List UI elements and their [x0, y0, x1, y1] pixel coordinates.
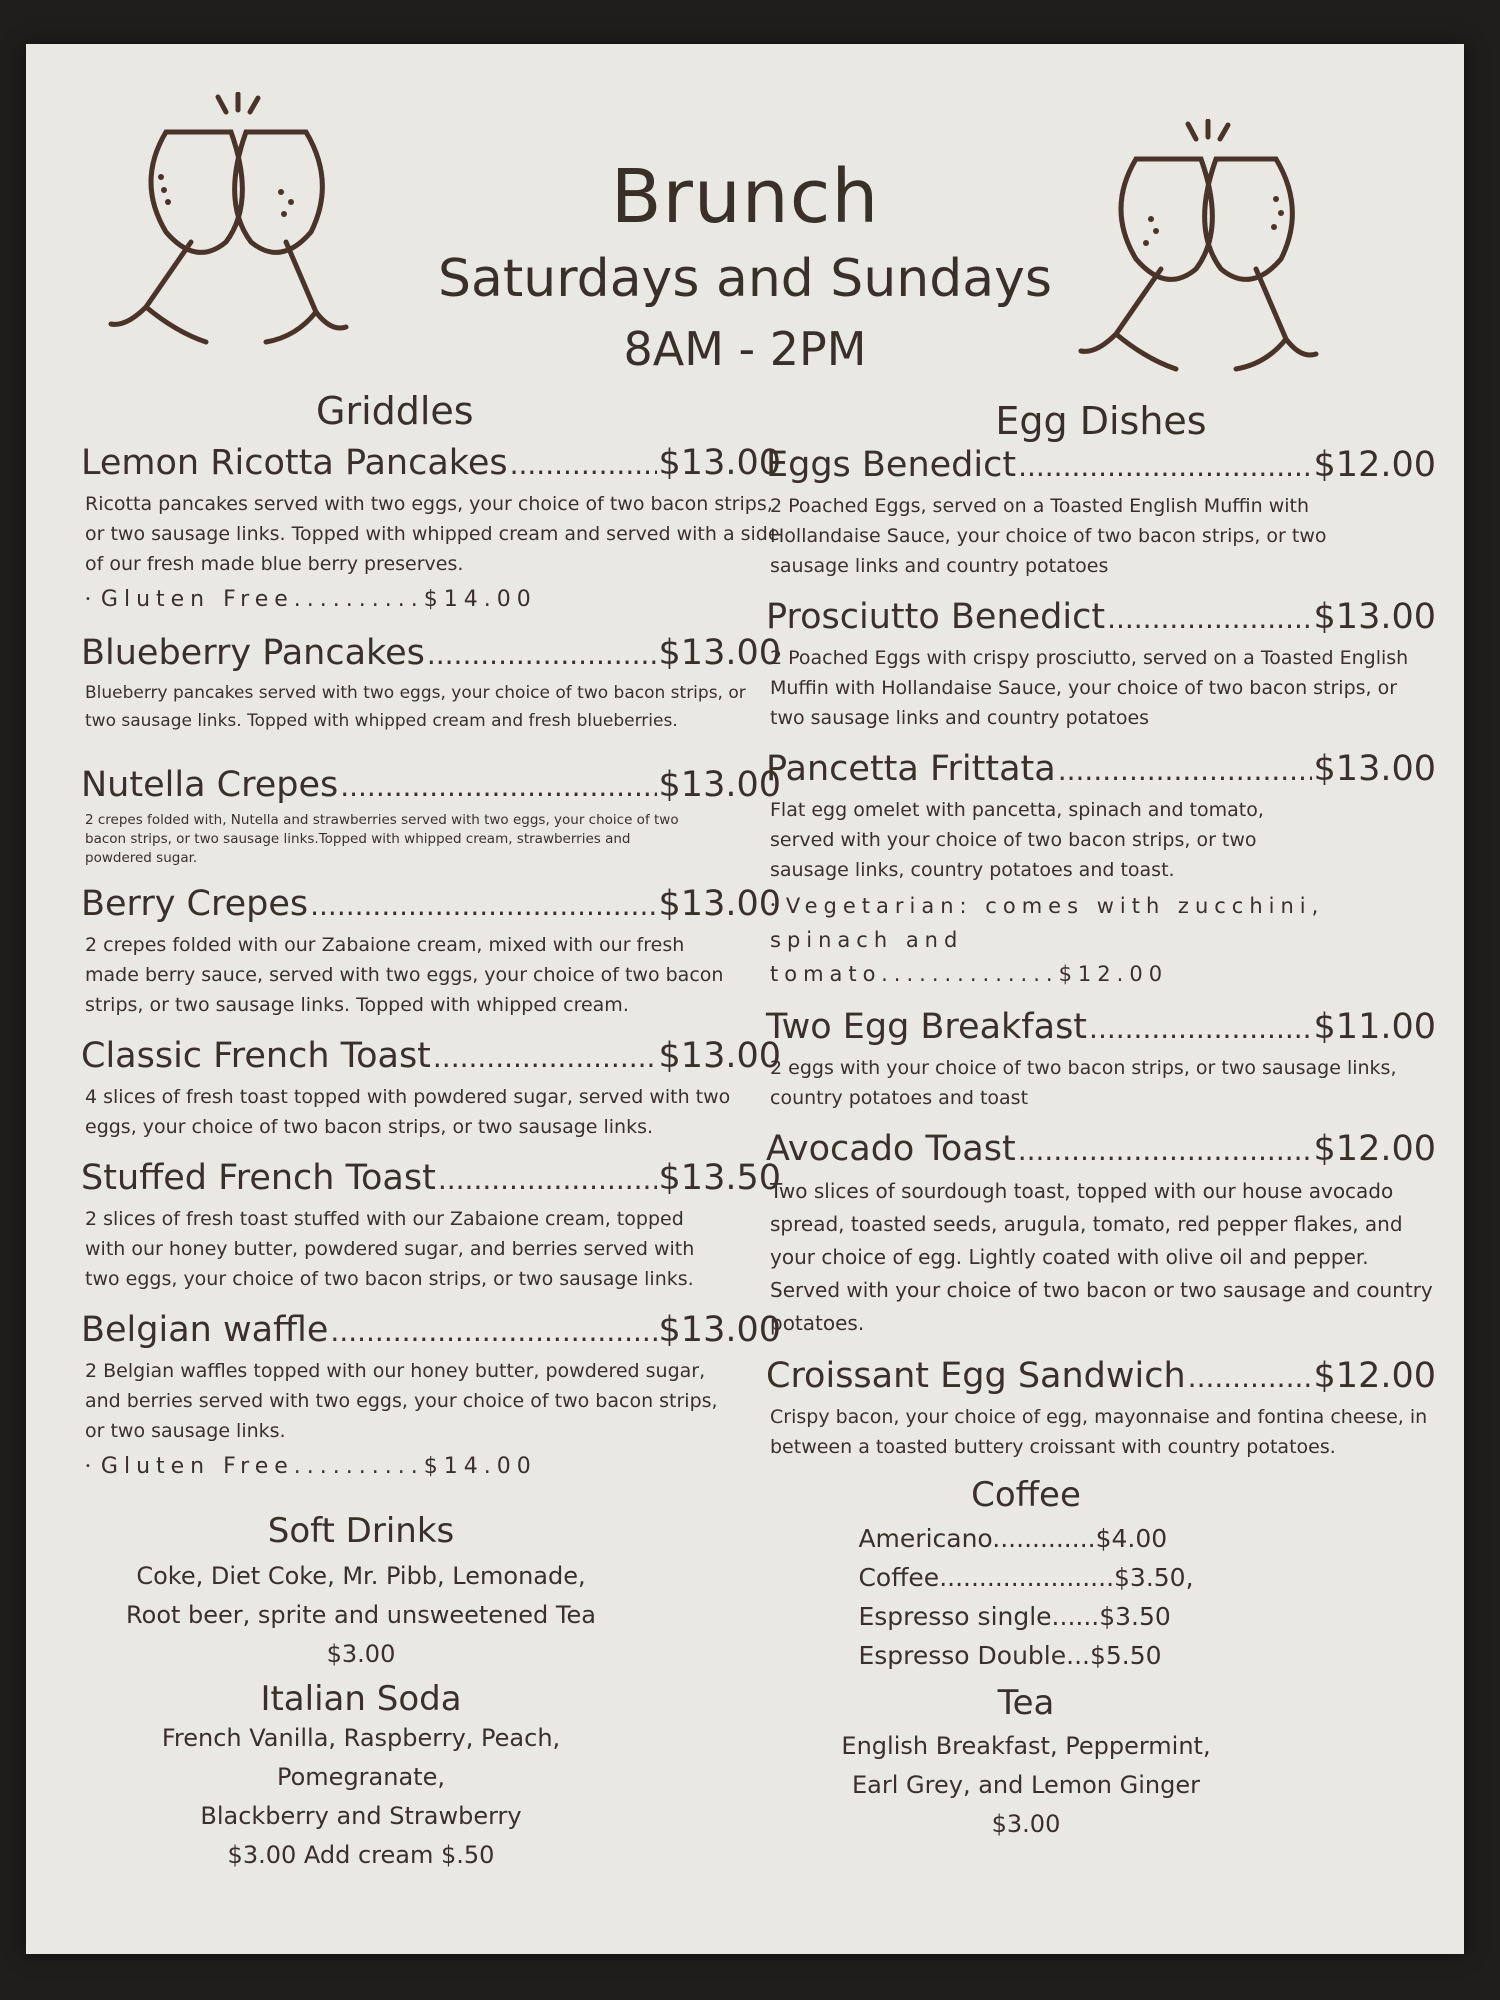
item-description: 2 Belgian waffles topped with our honey butter, powdered sugar, and berries served with two eggs, your choice of two bacon strips, or two sausage links.	[85, 1360, 718, 1442]
menu-header	[26, 44, 1464, 404]
item-name: Two Egg Breakfast	[766, 1007, 1088, 1047]
menu-item-two-egg-breakfast	[766, 1005, 1436, 1113]
item-name: Nutella Crepes	[81, 765, 339, 805]
italian-soda-section	[81, 1680, 641, 1875]
griddles-section-title: Griddles	[316, 389, 474, 433]
page-title: Brunch	[610, 154, 880, 240]
item-description: Blueberry pancakes served with two eggs, your choice of two bacon strips, or two sausage links. Topped with whipped cream and fresh blueberries.	[85, 683, 746, 731]
item-description: 2 Poached Eggs with crispy prosciutto, served on a Toasted English Muffin with Hollandaise Sauce, your choice of two bacon strips, or two sausage links and country potatoes	[770, 647, 1409, 729]
item-description: Flat egg omelet with pancetta, spinach and tomato, served with your choice of two bacon strips, or two sausage links, country potatoes and toast.	[770, 799, 1264, 881]
tea-line: Earl Grey, and Lemon Ginger	[852, 1771, 1200, 1799]
item-price: $12.00	[1313, 1356, 1436, 1396]
item-description: 2 eggs with your choice of two bacon strips, or two sausage links, country potatoes and toast	[770, 1057, 1397, 1109]
menu-item-berry-crepes	[81, 882, 781, 1020]
page-subtitle: Saturdays and Sundays	[438, 249, 1052, 309]
menu-item-pancetta-frittata	[766, 747, 1436, 991]
egg-dishes-column	[766, 389, 1436, 1844]
italian-soda-price: $3.00 Add cream $.50	[227, 1841, 495, 1869]
item-name: Prosciutto Benedict	[766, 597, 1106, 637]
item-price: $13.00	[658, 1036, 781, 1076]
item-description: 2 Poached Eggs, served on a Toasted English Muffin with Hollandaise Sauce, your choice of two bacon strips, or two sausage links and country potatoes	[770, 495, 1327, 577]
menu-item-avocado-toast	[766, 1127, 1436, 1340]
item-note: • Gluten Free..........$14.00	[85, 1450, 781, 1484]
italian-soda-title: Italian Soda	[260, 1679, 462, 1719]
item-price: $13.00	[1313, 749, 1436, 789]
item-price: $13.00	[658, 765, 781, 805]
menu-item-belgian-waffle	[81, 1308, 781, 1484]
item-description: 2 crepes folded with our Zabaione cream, mixed with our fresh made berry sauce, served with two eggs, your choice of two bacon strips, or two sausage links. Topped with whipped cream.	[85, 934, 724, 1016]
coffee-item: Americano.............$4.00	[858, 1524, 1168, 1553]
egg-dishes-section-title: Egg Dishes	[995, 399, 1207, 443]
menu-item-eggs-benedict	[766, 443, 1436, 581]
item-description: Ricotta pancakes served with two eggs, your choice of two bacon strips, or two sausage links. Topped with whipped cream and served with a side of our fresh made blue berry preserves.	[85, 493, 780, 575]
hours-text: 8AM - 2PM	[623, 322, 867, 376]
soft-drinks-section	[81, 1512, 641, 1674]
wine-glasses-cheers-icon	[1076, 119, 1346, 379]
griddles-column	[81, 389, 781, 1875]
item-note: • Vegetarian: comes with zucchini, spinach and tomato..............$12.00	[770, 889, 1370, 991]
menu-page	[26, 44, 1464, 1954]
item-name: Belgian waffle	[81, 1310, 329, 1350]
menu-item-nutella-crepes	[81, 763, 781, 868]
soft-drinks-price: $3.00	[326, 1640, 396, 1668]
item-price: $13.00	[1313, 597, 1436, 637]
italian-soda-line: French Vanilla, Raspberry, Peach, Pomegranate,	[161, 1724, 561, 1791]
item-description: Crispy bacon, your choice of egg, mayonnaise and fontina cheese, in between a toasted buttery croissant with country potatoes.	[770, 1406, 1428, 1458]
soft-drinks-title: Soft Drinks	[267, 1511, 455, 1551]
item-price: $12.00	[1313, 1129, 1436, 1169]
item-description: Two slices of sourdough toast, topped with our house avocado spread, toasted seeds, arugula, tomato, red pepper flakes, and your choice of egg. Lightly coated with olive oil and pepper. Served with your choice of two bacon or two sausage and country potatoes.	[770, 1179, 1433, 1335]
tea-line: English Breakfast, Peppermint,	[841, 1732, 1211, 1760]
item-price: $11.00	[1313, 1007, 1436, 1047]
item-description: 2 slices of fresh toast stuffed with our Zabaione cream, topped with our honey butter, powdered sugar, and berries served with two eggs, your choice of two bacon strips, or two sausage links.	[85, 1208, 695, 1290]
item-name: Lemon Ricotta Pancakes	[81, 443, 508, 483]
item-description: 2 crepes folded with, Nutella and strawberries served with two eggs, your choice of two bacon strips, or two sausage links.Topped with whipped cream, strawberries and powdered sugar.	[85, 812, 679, 866]
tea-title: Tea	[997, 1683, 1055, 1723]
item-price: $13.50	[658, 1158, 781, 1198]
tea-section	[786, 1684, 1266, 1844]
tea-price: $3.00	[991, 1810, 1061, 1838]
item-price: $13.00	[658, 1310, 781, 1350]
menu-item-stuffed-french-toast	[81, 1156, 781, 1294]
coffee-item: Coffee......................$3.50,	[858, 1563, 1194, 1592]
menu-item-blueberry-pancakes	[81, 631, 781, 735]
coffee-section	[786, 1476, 1266, 1676]
menu-item-classic-french-toast	[81, 1034, 781, 1142]
italian-soda-line: Blackberry and Strawberry	[200, 1802, 522, 1830]
item-name: Avocado Toast	[766, 1129, 1016, 1169]
soft-drinks-line: Root beer, sprite and unsweetened Tea	[126, 1601, 596, 1629]
item-name: Eggs Benedict	[766, 445, 1017, 485]
item-name: Berry Crepes	[81, 884, 309, 924]
item-price: $12.00	[1313, 445, 1436, 485]
menu-item-croissant-egg-sandwich	[766, 1354, 1436, 1462]
soft-drinks-line: Coke, Diet Coke, Mr. Pibb, Lemonade,	[136, 1562, 586, 1590]
item-name: Pancetta Frittata	[766, 749, 1056, 789]
item-note: • Gluten Free..........$14.00	[85, 583, 781, 617]
menu-item-prosciutto-benedict	[766, 595, 1436, 733]
coffee-title: Coffee	[971, 1475, 1081, 1515]
item-description: 4 slices of fresh toast topped with powdered sugar, served with two eggs, your choice of two bacon strips, or two sausage links.	[85, 1086, 731, 1138]
coffee-list	[858, 1519, 1193, 1675]
item-name: Croissant Egg Sandwich	[766, 1356, 1186, 1396]
menu-item-lemon-ricotta-pancakes	[81, 441, 781, 617]
coffee-item: Espresso Double...$5.50	[858, 1641, 1162, 1670]
item-name: Blueberry Pancakes	[81, 633, 425, 673]
item-price: $13.00	[658, 884, 781, 924]
item-name: Classic French Toast	[81, 1036, 431, 1076]
item-price: $13.00	[658, 443, 781, 483]
coffee-item: Espresso single......$3.50	[858, 1602, 1171, 1631]
item-price: $13.00	[658, 633, 781, 673]
item-name: Stuffed French Toast	[81, 1158, 436, 1198]
